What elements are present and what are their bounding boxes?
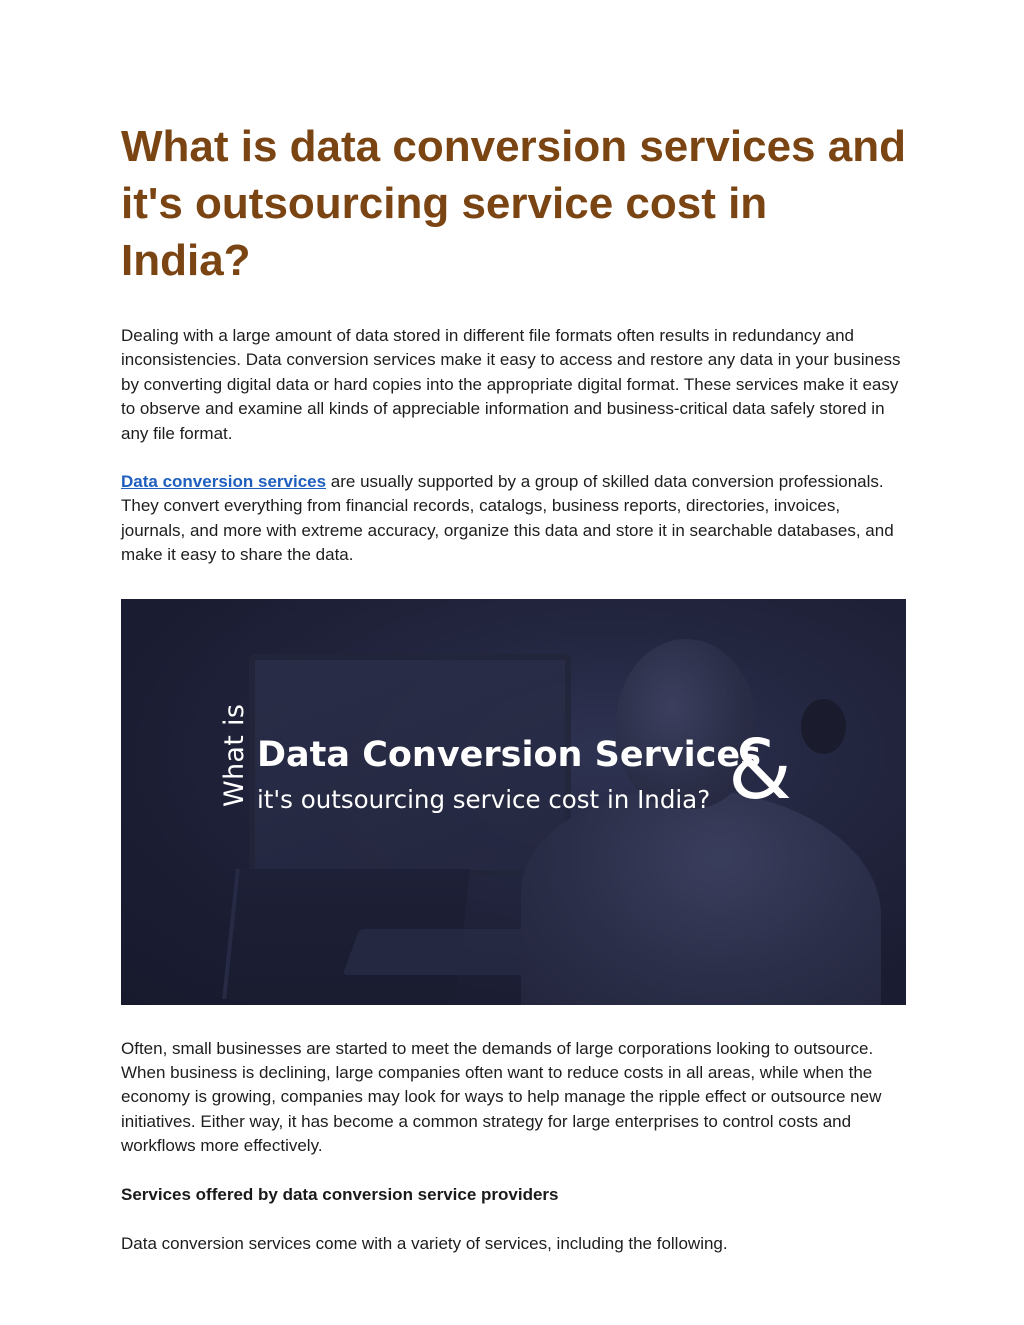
- services-intro-paragraph: Data conversion services come with a variety of services, including the following.: [121, 1233, 728, 1253]
- outsourcing-paragraph: Often, small businesses are started to meet the demands of large corporations looking to outsource. When business is declining, large companies often want to reduce costs in all areas, while when the economy is growing, companies may look for ways to help manage the ripple effect or outsource new initiatives. Either way, it has become a common strategy for large enterprises to control costs and workflows more effectively.: [121, 1038, 882, 1156]
- page-title: What is data conversion services and it's outsourcing service cost in India?: [121, 122, 906, 285]
- services-paragraph: [121, 470, 906, 568]
- hero-ampersand: &: [728, 722, 792, 818]
- services-paragraph-text: are usually supported by a group of skilled data conversion professionals. They convert everything from financial records, catalogs, business reports, directories, invoices, journals, and more with extreme accuracy, organize this data and store it in searchable databases, and make it easy to share the data.: [121, 472, 894, 565]
- person-illustration: [521, 789, 881, 1005]
- article-content: [121, 118, 906, 1256]
- data-conversion-services-link[interactable]: Data conversion services: [121, 472, 327, 492]
- section-heading: Services offered by data conversion service providers: [121, 1184, 559, 1204]
- intro-paragraph: Dealing with a large amount of data stored in different file formats often results in redundancy and inconsistencies. Data conversion services make it easy to access and restore any data in your business by converting digital data or hard copies into the appropriate digital format. These services make it easy to observe and examine all kinds of appreciable information and business-critical data safely stored in any file format.: [121, 326, 901, 443]
- hair-bun-illustration: [801, 699, 846, 754]
- hero-image: [121, 599, 906, 1005]
- hero-headline: Data Conversion Services: [257, 734, 761, 775]
- hero-subline: it's outsourcing service cost in India?: [257, 784, 711, 814]
- hero-vertical-text: What is: [219, 703, 250, 807]
